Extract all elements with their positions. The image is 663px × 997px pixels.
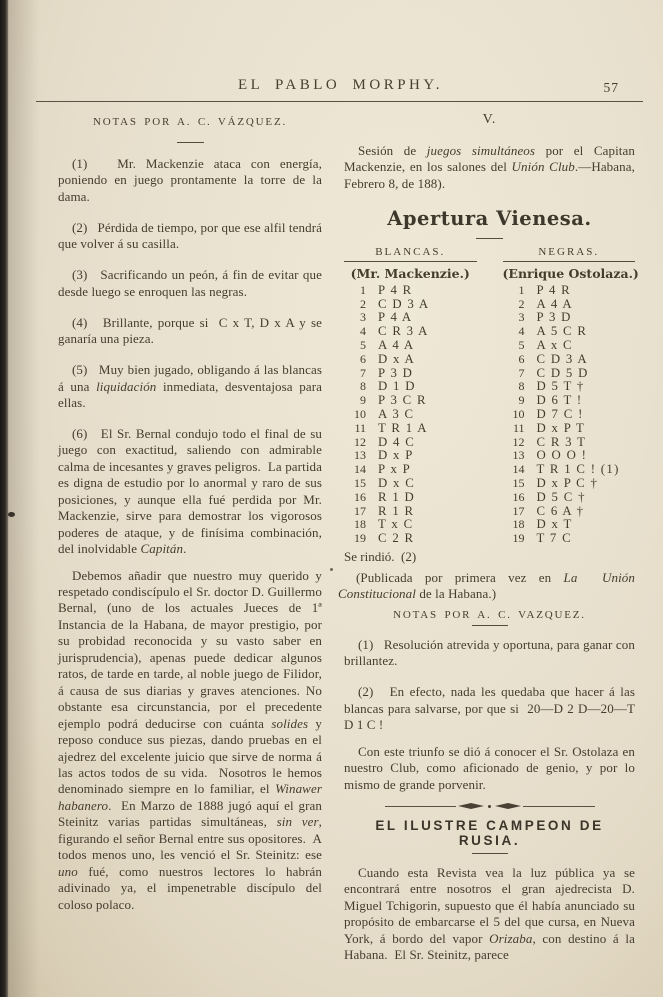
left-notes-list [58, 156, 322, 558]
ornament-divider [385, 803, 595, 809]
move-row [503, 408, 636, 422]
move-row [344, 311, 477, 325]
move-row [344, 505, 477, 519]
ornament-line [523, 806, 595, 807]
page-header [40, 77, 641, 94]
white-move: T x C [378, 517, 414, 532]
game-result: Se rindió. (2) [344, 549, 417, 564]
white-move: D x P [378, 448, 414, 463]
move-row [344, 532, 477, 546]
section-number: V. [482, 112, 497, 127]
move-row [503, 436, 636, 450]
black-move: T R 1 C ! (1) [536, 462, 620, 477]
right-column [338, 107, 639, 978]
black-moves-column [502, 245, 639, 546]
dash-divider [177, 142, 204, 143]
left-column [58, 107, 322, 978]
move-row [503, 422, 636, 436]
note-paragraph: (2) Pérdida de tiempo, por que ese alfil tendrá que volver á su casilla. [58, 219, 323, 252]
move-row [503, 477, 636, 491]
move-number: 9 [518, 393, 525, 408]
white-move: T R 1 A [378, 420, 428, 435]
note-paragraph: (1) Resolución atrevida y oportuna, para ganar con brillantez. [344, 636, 635, 669]
move-row [344, 353, 477, 367]
move-number: 14 [354, 462, 366, 477]
diamond-icon [495, 803, 521, 809]
move-row [344, 449, 477, 463]
move-row [344, 284, 477, 298]
right-notes-heading: NOTAS POR A. C. VAZQUEZ. [393, 608, 586, 621]
move-row [344, 325, 477, 339]
black-move: A 4 A [536, 296, 573, 311]
black-move: D 5 T † [536, 379, 585, 394]
move-row [503, 518, 636, 532]
right-closing-paragraph: Con este triunfo se dió á conocer el Sr. Ostolaza en nuestro Club, como aficionado de genio, y por lo mismo de grande porvenir. [344, 743, 635, 792]
move-number: 15 [354, 476, 366, 491]
move-number: 10 [354, 407, 366, 422]
black-move: P 3 D [536, 310, 572, 325]
scan-left-edge [0, 0, 9, 997]
article-heading: EL ILUSTRE CAMPEON DE RUSIA. [375, 818, 604, 849]
white-column-header: BLANCAS. [344, 246, 477, 262]
move-row [344, 518, 477, 532]
move-number: 18 [354, 517, 366, 532]
white-move: P 4 R [378, 282, 413, 297]
black-move: D x P T [536, 420, 586, 435]
short-rule [472, 625, 508, 626]
move-row [503, 449, 636, 463]
short-rule [472, 853, 508, 854]
white-move: C R 3 A [378, 324, 429, 339]
session-intro: Sesión de juegos simultáneos por el Capitan Mackenzie, en los salones del Unión Club.—Habana, Febrero 8, de 188). [344, 143, 635, 191]
note-paragraph: (3) Sacrificando un peón, á fin de evitar que desde luego se enroquen las negras. [58, 267, 322, 299]
black-move: C 6 A † [536, 503, 585, 518]
paper-speck [8, 512, 15, 517]
note-paragraph: (6) El Sr. Bernal condujo todo el final de su juego con exactitud, saliendo con admirable calma de incesantes y graves peligros. La partida es digna de estudio por lo anormal y raro de sus posiciones, y aunque ella fué perdida por Mr. Mackenzie, sirve para demostrar los vigorosos poderes de ataque, y de finísima combinación, del inolvidable Capitán. [58, 425, 322, 557]
move-row [503, 325, 636, 339]
left-notes-heading: NOTAS POR A. C. VÁZQUEZ. [92, 116, 288, 128]
move-number: 13 [512, 448, 525, 463]
move-number: 1 [518, 282, 525, 297]
white-move: D x A [378, 351, 416, 366]
move-row [503, 367, 636, 381]
move-number: 13 [354, 448, 366, 463]
move-number: 11 [354, 420, 366, 435]
right-notes-list [344, 637, 635, 734]
move-row [344, 367, 477, 381]
white-move: D x C [378, 476, 416, 491]
ornament-line [385, 806, 457, 807]
move-row [503, 298, 636, 312]
move-number: 16 [354, 489, 366, 504]
move-number: 19 [354, 531, 366, 546]
game-table [344, 245, 639, 546]
black-move: D 7 C ! [536, 407, 584, 422]
move-row [503, 394, 636, 408]
move-number: 8 [518, 379, 525, 394]
move-number: 15 [512, 476, 525, 491]
white-move: P x P [378, 462, 412, 477]
note-paragraph: (2) En efecto, nada les quedaba que hacer á las blancas para salvarse, por que si 20—D 2 D—20—T D 1 C ! [344, 684, 635, 733]
white-move: P 3 D [378, 365, 414, 380]
black-move: C R 3 T [536, 434, 587, 449]
white-player-name: (Mr. Mackenzie.) [350, 265, 470, 281]
move-number: 12 [512, 434, 525, 449]
black-moves-list [503, 284, 636, 546]
black-move: P 4 R [536, 282, 571, 297]
move-number: 8 [360, 379, 366, 394]
page-number: 57 [603, 80, 619, 95]
publication-note: (Publicada por primera vez en La Unión Constitucional de la Habana.) [338, 570, 635, 602]
move-row [503, 463, 636, 477]
move-number: 3 [518, 310, 525, 325]
move-row [344, 477, 477, 491]
black-move: D 5 C † [536, 489, 586, 504]
move-number: 9 [360, 393, 366, 408]
black-move: C D 3 A [536, 351, 588, 366]
note-paragraph: (5) Muy bien jugado, obligando á las blancas á una liquidación inmediata, desventajosa para ellas. [58, 362, 323, 410]
white-move: R 1 D [378, 489, 416, 504]
white-move: C 2 R [378, 531, 415, 546]
black-move: A x C [536, 338, 573, 353]
black-move: C D 5 D [536, 365, 589, 380]
move-number: 11 [512, 420, 525, 435]
move-number: 6 [360, 351, 366, 366]
move-number: 14 [512, 462, 525, 477]
move-number: 1 [360, 282, 366, 297]
white-move: D 1 D [378, 379, 416, 394]
note-paragraph: (4) Brillante, porque si C x T, D x A y se ganaría una pieza. [58, 314, 322, 347]
move-row [344, 339, 477, 353]
move-row [503, 380, 636, 394]
move-number: 19 [512, 531, 525, 546]
move-row [344, 298, 477, 312]
white-move: C D 3 A [378, 296, 430, 311]
dot-icon [488, 805, 491, 808]
white-move: D 4 C [378, 434, 416, 449]
black-column-header: NEGRAS. [503, 246, 636, 262]
move-number: 6 [518, 351, 525, 366]
opening-title: Apertura Vienesa. [387, 206, 592, 230]
black-move: D x T [536, 517, 573, 532]
black-move: T 7 C [536, 531, 572, 546]
black-move: O O O ! [536, 448, 588, 463]
move-row [344, 422, 477, 436]
move-number: 7 [518, 365, 525, 380]
move-row [344, 491, 477, 505]
gutter-shadow [9, 0, 43, 997]
white-moves-list [344, 284, 477, 546]
move-row [344, 463, 477, 477]
move-row [344, 408, 477, 422]
move-row [503, 284, 636, 298]
left-closing-paragraph: Debemos añadir que nuestro muy querido y respetado condiscípulo el Sr. doctor D. Guillermo Bernal, (uno de los actuales Jueces de 1ª Instancia de la Habana, de mayor prestigio, por su probidad reconocida y su vasto saber en jurisprudencia), apenas puede dedicar algunos ratos, de tarde en tarde, al noble juego de Filidor, á causa de sus diarias y graves atenciones. No obstante esa circunstancia, por el precedente ejemplo podrá deducirse con cuánta solides y reposo conduce sus piezas, dando pruebas en el ajedrez del excelente juicio que sirve de norma á las actos todos de su vida. Nosotros le hemos denominado siempre en lo familiar, el Winawer habanero. En Marzo de 1888 jugó aquí el gran Steinitz varias partidas simultáneas, sin ver, figurando el señor Bernal entre sus opositores. A todos menos uno, les venció el Sr. Steinitz: ese uno fué, como nuestros lectores lo habrán adivinado ya, el impenetrable discípulo del coloso polaco. [58, 567, 322, 912]
move-number: 4 [518, 324, 525, 339]
move-row [503, 491, 636, 505]
white-move: P 4 A [378, 310, 413, 325]
white-move: A 3 C [378, 407, 415, 422]
move-number: 17 [354, 503, 366, 518]
white-moves-column [344, 246, 477, 546]
article-paragraph: Cuando esta Revista vea la luz pública ya se encontrará entre nosotros el gran ajedrecista D. Miguel Tchigorin, supuesto que él había anunciado su propósito de embarcarse el 5 del que cursa, en Nueva York, á bordo del vapor Orizaba, con destino á la Habana. El Sr. Steinitz, parece [344, 865, 635, 963]
page-body [58, 107, 639, 978]
move-number: 7 [360, 365, 366, 380]
move-number: 2 [518, 296, 525, 311]
move-row [503, 532, 636, 546]
move-number: 5 [360, 338, 366, 353]
move-row [503, 339, 636, 353]
move-row [344, 380, 477, 394]
move-number: 16 [512, 489, 525, 504]
white-move: A 4 A [378, 338, 415, 353]
publication-title: EL PABLO MORPHY. [237, 77, 444, 93]
move-number: 12 [354, 434, 366, 449]
black-move: D x P C † [536, 476, 599, 491]
move-row [344, 436, 477, 450]
move-row [503, 505, 636, 519]
diamond-icon [458, 803, 484, 809]
move-number: 10 [512, 407, 525, 422]
dash-divider [476, 238, 503, 239]
move-row [503, 311, 636, 325]
move-number: 5 [518, 338, 525, 353]
black-move: A 5 C R [536, 324, 588, 339]
header-rule [36, 101, 643, 102]
move-number: 17 [512, 503, 525, 518]
move-number: 3 [360, 310, 366, 325]
black-move: D 6 T ! [536, 393, 583, 408]
move-number: 18 [512, 517, 525, 532]
move-number: 4 [360, 324, 366, 339]
move-row [344, 394, 477, 408]
note-paragraph: (1) Mr. Mackenzie ataca con energía, poniendo en juego prontamente la torre de la dama. [58, 156, 322, 204]
black-player-name: (Enrique Ostolaza.) [502, 265, 639, 281]
move-number: 2 [360, 296, 366, 311]
move-row [503, 353, 636, 367]
white-move: R 1 R [378, 503, 415, 518]
white-move: P 3 C R [378, 393, 427, 408]
